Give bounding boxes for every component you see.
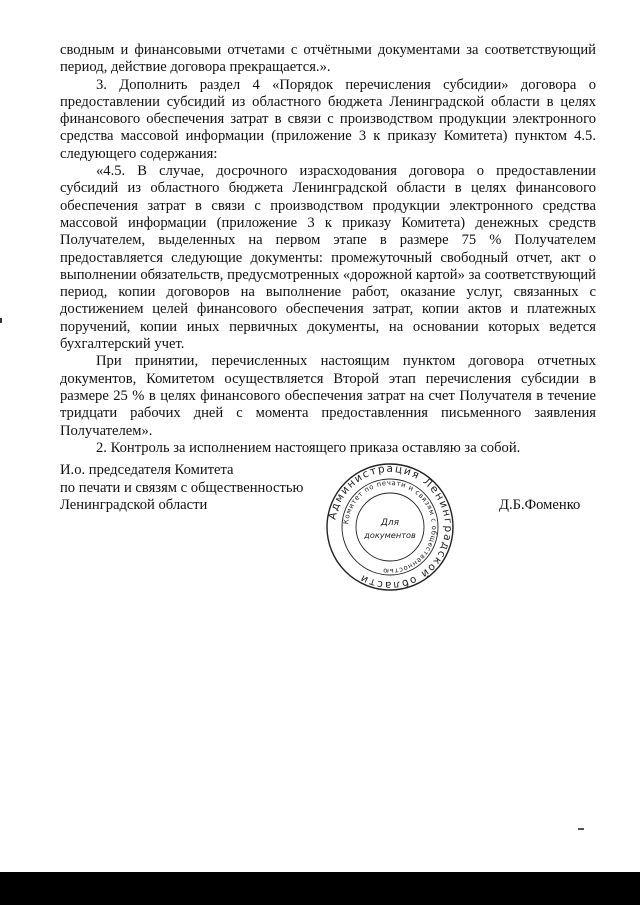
signatory-title-line-1: И.о. председателя Комитета [60,462,234,478]
scan-footer-bar [0,872,640,905]
signatory-title [60,462,303,515]
stamp-inner-text: Комитет по печати и связям с общественностью [342,478,439,576]
official-stamp [325,462,455,592]
stamp-outer-text: Администрация Ленинградской области [326,462,455,592]
paragraph-1: сводным и финансовыми отчетами с отчётными документами за соответствующий период, действие договора прекращается.». [60,42,596,76]
scan-artifact [0,318,2,323]
stamp-center-line-2: документов [364,530,416,540]
signatory-title-line-2: по печати и связям с общественностью [60,479,304,496]
paragraph-4: При принятии, перечисленных настоящим пунктом договора отчетных документов, Комитетом осуществляется Второй этап перечисления субсидии в размере 25 % в целях финансового обеспечения затрат на счет Получателя в течение тридцати рабочих дней с момента предоставленния письменного заявления Получателем». [60,353,596,439]
paragraph-5: 2. Контроль за исполнением настоящего приказа оставляю за собой. [96,439,521,456]
stamp-center-line-1: Для [380,518,400,528]
signatory-title-line-3: Ленинградской области [60,497,208,514]
paragraph-3: «4.5. В случае, досрочного израсходования договора о предоставлении субсидий из областного бюджета Ленинградской области в целях финансового обеспечения затрат в связи с производством продукции электронного средства массовой информации (приложение 3 к приказу Комитета) денежных средств Получателем, выделенных на первом этапе в размере 75 % Получателем предоставляется следующие документы: промежуточный свободный отчет, акт о выполнении обязательств, предусмотренных «дорожной картой» за соответствующий период, копии договоров на выполнение работ, оказание услуг, связанных с достижением целей финансового обеспечения затрат, копии актов и платежных поручений, копии иных первичных документы, на основании которых ведется бухгалтерский учет. [60,163,596,353]
signatory-name: Д.Б.Фоменко [499,497,581,513]
scan-artifact [578,828,584,830]
paragraph-2: 3. Дополнить раздел 4 «Порядок перечисления субсидии» договора о предоставлении субсидий из областного бюджета Ленинградской области в целях финансового обеспечения затрат в связи с производством продукции электронного средства массовой информации (приложение 3 к приказу Комитета) пунктом 4.5. следующего содержания: [60,76,596,162]
document-body [60,42,596,457]
